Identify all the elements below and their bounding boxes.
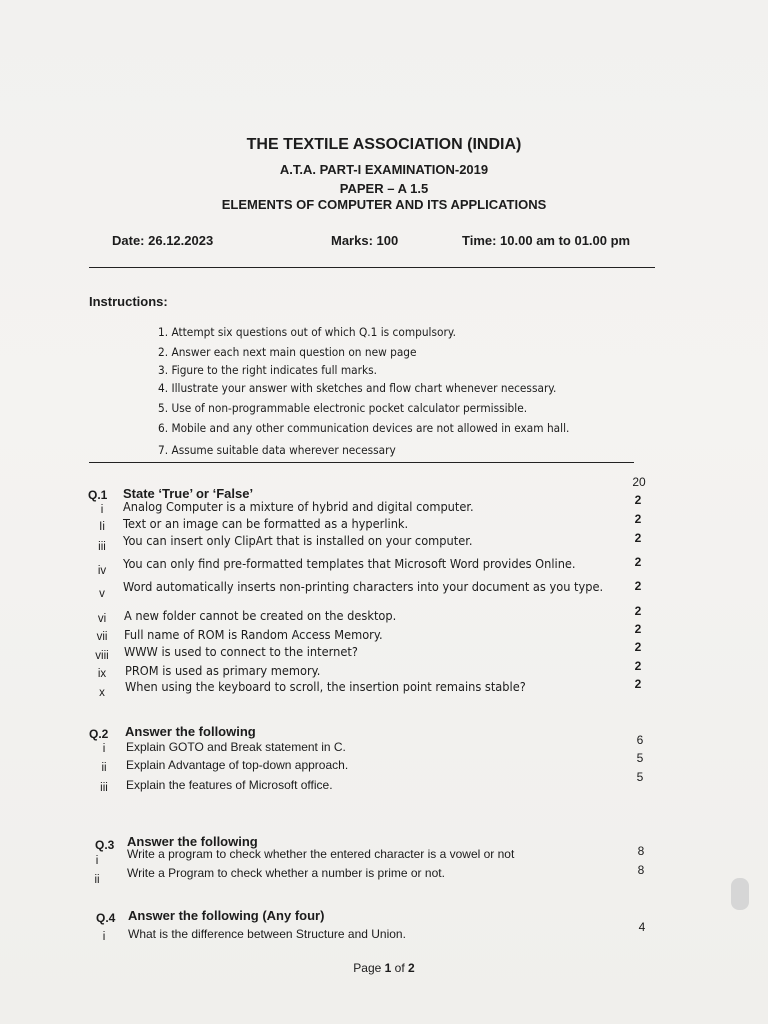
paper-code: PAPER – A 1.5	[339, 181, 429, 196]
header-divider	[89, 267, 655, 268]
item-number: iii	[98, 541, 106, 553]
item-text: You can insert only ClipArt that is installed on your computer.	[123, 534, 473, 548]
footer-prefix: Page	[353, 961, 385, 975]
item-number: vi	[97, 613, 107, 625]
item-number: ii	[101, 762, 107, 774]
instruction-item: 3. Figure to the right indicates full marks.	[158, 363, 378, 377]
item-marks: 5	[636, 751, 644, 765]
item-marks: 2	[634, 579, 642, 593]
footer-of: of	[391, 961, 409, 975]
item-text: A new folder cannot be created on the desktop.	[124, 609, 397, 623]
item-number: v	[99, 588, 105, 600]
exam-date: Date: 26.12.2023	[112, 233, 214, 248]
item-text: You can only find pre-formatted templates that Microsoft Word provides Online.	[123, 557, 576, 571]
item-text: Text or an image can be formatted as a hyperlink.	[123, 517, 409, 531]
item-marks: 4	[638, 920, 646, 934]
item-text: Full name of ROM is Random Access Memory.	[124, 628, 383, 642]
organization-title: THE TEXTILE ASSOCIATION (INDIA)	[246, 136, 522, 153]
item-number: viii	[95, 650, 109, 662]
item-marks: 2	[634, 622, 642, 636]
item-number: i	[95, 855, 99, 867]
item-text: Analog Computer is a mixture of hybrid and digital computer.	[123, 500, 474, 514]
page-footer	[0, 961, 768, 975]
item-number: i	[100, 504, 104, 516]
exam-title: A.T.A. PART-I EXAMINATION-2019	[279, 162, 489, 177]
item-text: Write a program to check whether the entered character is a vowel or not	[127, 847, 515, 861]
item-marks: 2	[634, 512, 642, 526]
question-title: Answer the following	[127, 834, 258, 849]
item-number: x	[99, 687, 105, 699]
question-number: Q.1	[88, 488, 108, 502]
instruction-item: 4. Illustrate your answer with sketches and flow chart whenever necessary.	[158, 381, 557, 395]
item-marks: 2	[634, 604, 642, 618]
item-text: Explain Advantage of top-down approach.	[126, 758, 349, 772]
question-number: Q.4	[96, 911, 116, 925]
item-text: PROM is used as primary memory.	[125, 664, 321, 678]
item-number: Ii	[99, 521, 105, 533]
item-number: ii	[94, 874, 100, 886]
question-number: Q.2	[89, 727, 109, 741]
item-marks: 5	[636, 770, 644, 784]
instructions-divider	[89, 462, 634, 463]
item-text: WWW is used to connect to the internet?	[124, 645, 358, 659]
item-marks: 2	[634, 531, 642, 545]
item-marks: 2	[634, 493, 642, 507]
item-marks: 2	[634, 659, 642, 673]
item-marks: 2	[634, 555, 642, 569]
item-text: Explain GOTO and Break statement in C.	[126, 740, 346, 754]
question-title: State ‘True’ or ‘False’	[123, 486, 254, 501]
total-page-count: 2	[408, 961, 415, 975]
item-marks: 8	[637, 863, 645, 877]
question-title: Answer the following	[125, 724, 256, 739]
item-text: What is the difference between Structure and Union.	[128, 927, 406, 941]
subject-title: ELEMENTS OF COMPUTER AND ITS APPLICATIONS	[221, 197, 547, 212]
item-marks: 2	[634, 640, 642, 654]
exam-time: Time: 10.00 am to 01.00 pm	[462, 233, 631, 248]
question-total-marks: 20	[632, 475, 646, 489]
item-text: Write a Program to check whether a number is prime or not.	[127, 866, 445, 880]
question-title: Answer the following (Any four)	[128, 908, 325, 923]
item-text: Explain the features of Microsoft office.	[126, 778, 333, 792]
instructions-heading: Instructions:	[89, 294, 168, 309]
item-number: iii	[100, 782, 108, 794]
scan-smudge	[731, 878, 749, 910]
instruction-item: 7. Assume suitable data wherever necessary	[158, 443, 396, 457]
instruction-item: 2. Answer each next main question on new page	[158, 345, 417, 359]
item-number: i	[102, 931, 106, 943]
instruction-item: 5. Use of non-programmable electronic pocket calculator permissible.	[158, 401, 528, 415]
question-number: Q.3	[95, 838, 115, 852]
item-text: When using the keyboard to scroll, the insertion point remains stable?	[125, 680, 526, 694]
item-number: iv	[97, 565, 107, 577]
item-number: vii	[96, 631, 108, 643]
item-number: i	[102, 743, 106, 755]
item-marks: 2	[634, 677, 642, 691]
instruction-item: 6. Mobile and any other communication devices are not allowed in exam hall.	[158, 421, 570, 435]
current-page-number: 1	[384, 961, 392, 975]
item-marks: 8	[637, 844, 645, 858]
item-number: ix	[97, 668, 107, 680]
item-text: Word automatically inserts non-printing characters into your document as you type.	[123, 580, 604, 594]
exam-marks: Marks: 100	[331, 233, 399, 248]
item-marks: 6	[636, 733, 644, 747]
instruction-item: 1. Attempt six questions out of which Q.1 is compulsory.	[158, 325, 456, 339]
